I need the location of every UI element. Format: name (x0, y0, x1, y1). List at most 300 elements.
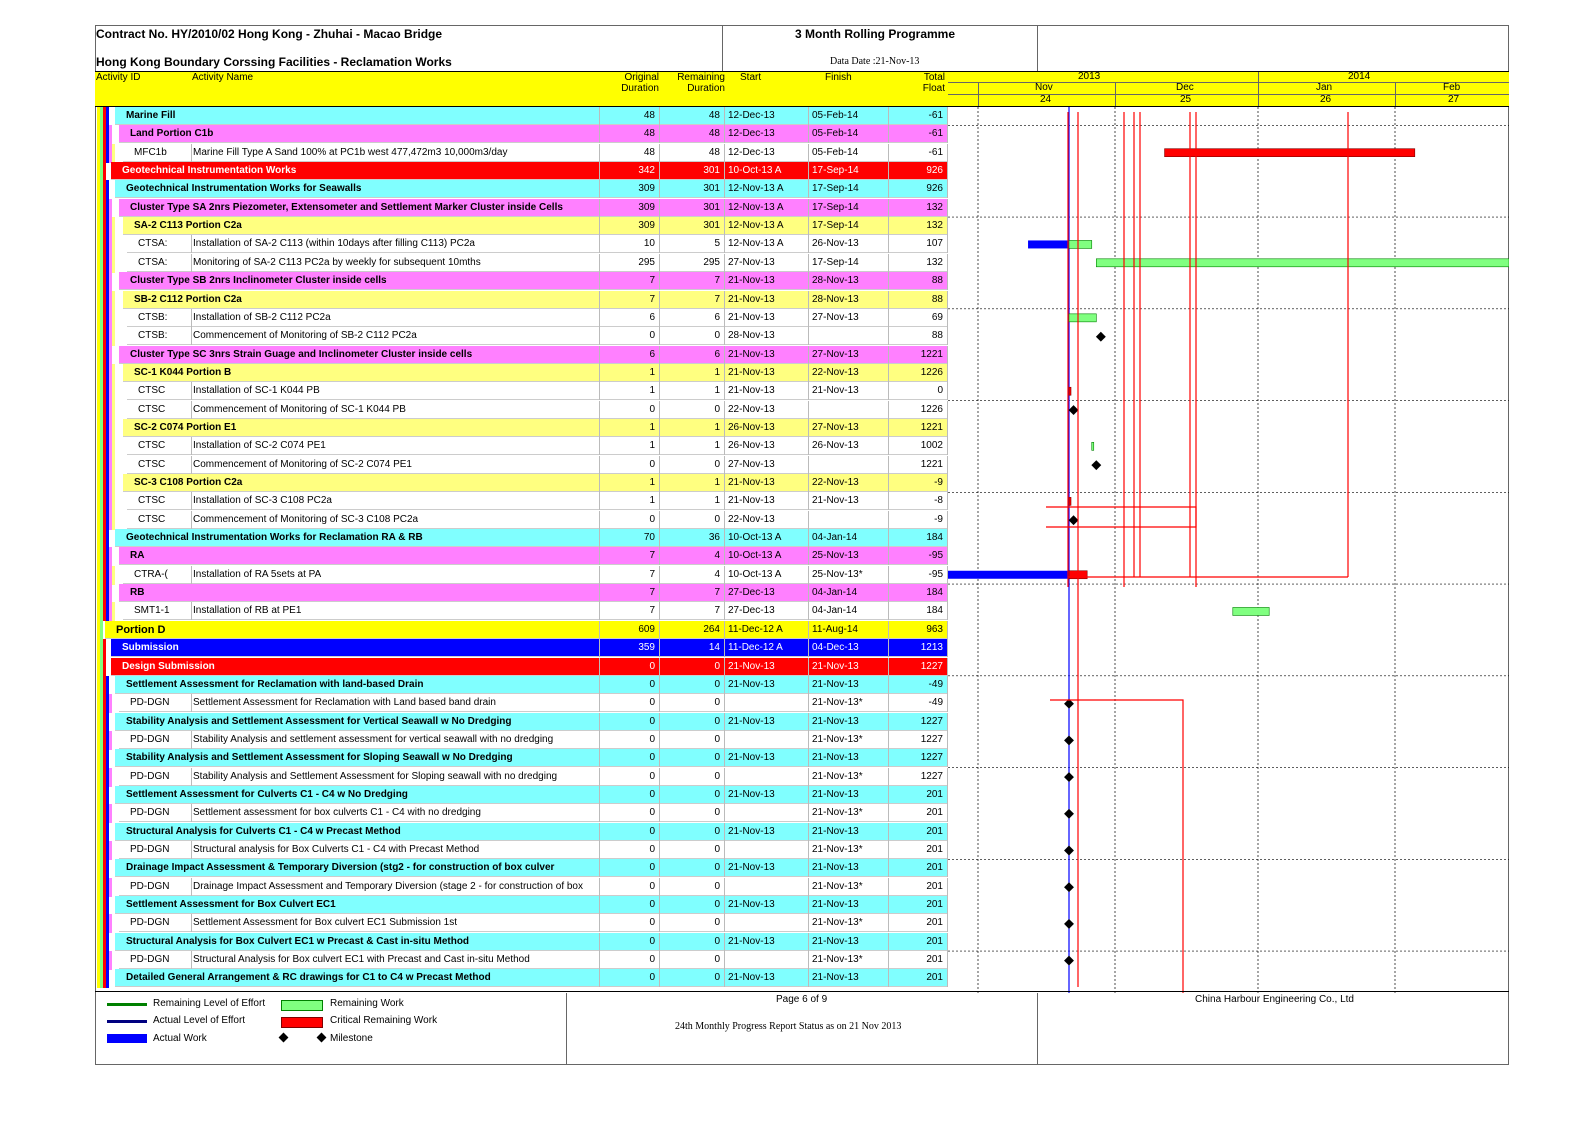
legend-critical-remaining: Critical Remaining Work (330, 1015, 438, 1026)
table-row[interactable] (95, 731, 948, 749)
table-row[interactable] (95, 547, 948, 565)
footer-divider (566, 993, 567, 1065)
total-float: 184 (889, 602, 948, 620)
start-date (725, 878, 809, 896)
finish-date: 21-Nov-13 (809, 823, 889, 841)
activity-name: SB-2 C112 Portion C2a (131, 291, 600, 309)
table-row[interactable] (95, 694, 948, 712)
total-float: 201 (889, 933, 948, 951)
hierarchy-bars (95, 327, 127, 345)
start-date: 21-Nov-13 (725, 859, 809, 877)
critical-bar (1069, 387, 1071, 395)
activity-name: Marine Fill Type A Sand 100% at PC1b west 477,472m3 10,000m3/day (190, 144, 600, 162)
remaining-duration: 264 (660, 621, 725, 639)
milestone-mark (1096, 332, 1106, 342)
finish-date (809, 456, 889, 474)
activity-name: Land Portion C1b (127, 125, 600, 143)
original-duration: 1 (600, 419, 660, 437)
start-date (725, 951, 809, 969)
milestone-mark (1064, 956, 1074, 966)
month-jan: Jan (1316, 82, 1333, 93)
month-divider (978, 82, 979, 106)
total-float: 963 (889, 621, 948, 639)
total-float: 201 (889, 823, 948, 841)
activity-name: Drainage Impact Assessment and Temporary Diversion (stage 2 - for construction of box (190, 878, 600, 896)
total-float: 201 (889, 804, 948, 822)
legend-actual-loe: Actual Level of Effort (153, 1015, 246, 1026)
original-duration: 7 (600, 547, 660, 565)
legend-swatch-actual-loe (107, 1020, 147, 1023)
remaining-duration: 0 (660, 731, 725, 749)
table-row[interactable] (95, 621, 948, 639)
hierarchy-bars (95, 419, 123, 437)
remaining-duration: 301 (660, 162, 725, 180)
total-float: -9 (889, 511, 948, 529)
month-feb: Feb (1443, 82, 1461, 93)
start-date: 21-Nov-13 (725, 474, 809, 492)
hierarchy-bars (95, 511, 127, 529)
start-date: 21-Nov-13 (725, 272, 809, 290)
start-date: 21-Nov-13 (725, 346, 809, 364)
finish-date: 21-Nov-13 (809, 786, 889, 804)
finish-date: 17-Sep-14 (809, 254, 889, 272)
hierarchy-bars (95, 878, 119, 896)
original-duration: 0 (600, 804, 660, 822)
activity-name: Commencement of Monitoring of SC-2 C074 PE1 (190, 456, 600, 474)
remaining-duration: 0 (660, 694, 725, 712)
start-date (725, 804, 809, 822)
start-date (725, 694, 809, 712)
milestone-mark (1064, 882, 1074, 892)
start-date: 22-Nov-13 (725, 401, 809, 419)
table-row[interactable] (95, 713, 948, 731)
total-float: 201 (889, 841, 948, 859)
finish-date: 21-Nov-13* (809, 731, 889, 749)
remaining-duration: 301 (660, 180, 725, 198)
activity-id: CTSA: (135, 235, 192, 253)
remaining-duration: 14 (660, 639, 725, 657)
original-duration: 0 (600, 731, 660, 749)
activity-id: PD-DGN (127, 841, 192, 859)
hierarchy-bars (95, 162, 111, 180)
table-row[interactable] (95, 346, 948, 364)
total-float: -95 (889, 566, 948, 584)
activity-id: CTSC (135, 456, 192, 474)
hierarchy-bars (95, 437, 127, 455)
finish-date: 21-Nov-13 (809, 969, 889, 987)
total-float: 201 (889, 914, 948, 932)
start-date: 26-Nov-13 (725, 437, 809, 455)
month-nov: Nov (1035, 82, 1053, 93)
table-row[interactable] (95, 768, 948, 786)
remaining-duration: 0 (660, 768, 725, 786)
finish-date (809, 511, 889, 529)
remaining-duration: 0 (660, 658, 725, 676)
hierarchy-bars (95, 291, 123, 309)
original-duration: 10 (600, 235, 660, 253)
original-duration: 7 (600, 566, 660, 584)
remaining-duration: 0 (660, 896, 725, 914)
hierarchy-bars (95, 713, 115, 731)
activity-id: PD-DGN (127, 694, 192, 712)
table-row[interactable] (95, 401, 948, 419)
table-row[interactable] (95, 180, 948, 198)
table-row[interactable] (95, 786, 948, 804)
finish-date: 27-Nov-13 (809, 309, 889, 327)
activity-name: Geotechnical Instrumentation Works for Seawalls (123, 180, 600, 198)
total-float: -95 (889, 547, 948, 565)
month-divider (1395, 82, 1396, 106)
remaining-bar (1069, 314, 1096, 322)
legend-remaining-loe: Remaining Level of Effort (153, 998, 266, 1009)
legend-actual-work: Actual Work (153, 1033, 207, 1044)
hierarchy-bars (95, 786, 115, 804)
table-row[interactable] (95, 492, 948, 510)
actual-bar (948, 571, 1069, 579)
contract-title: Contract No. HY/2010/02 Hong Kong - Zhuhai - Macao Bridge (96, 27, 443, 41)
original-duration: 1 (600, 474, 660, 492)
table-row[interactable] (95, 914, 948, 932)
remaining-duration: 0 (660, 511, 725, 529)
hierarchy-bars (95, 914, 119, 932)
programme-title: 3 Month Rolling Programme (795, 27, 956, 41)
original-duration: 309 (600, 180, 660, 198)
col-finish: Finish (825, 72, 852, 83)
activity-name: Cluster Type SB 2nrs Inclinometer Cluster inside cells (127, 272, 600, 290)
start-date: 21-Nov-13 (725, 896, 809, 914)
hierarchy-bars (95, 896, 115, 914)
finish-date: 04-Jan-14 (809, 529, 889, 547)
activity-name: SC-3 C108 Portion C2a (131, 474, 600, 492)
total-float: 1226 (889, 364, 948, 382)
activity-id: PD-DGN (127, 914, 192, 932)
table-row[interactable] (95, 474, 948, 492)
hierarchy-bars (95, 602, 123, 620)
remaining-duration: 1 (660, 492, 725, 510)
remaining-duration: 301 (660, 217, 725, 235)
remaining-bar (1069, 240, 1092, 248)
hierarchy-bars (95, 621, 105, 639)
header-divider (722, 25, 723, 71)
start-date: 21-Nov-13 (725, 492, 809, 510)
original-duration: 0 (600, 786, 660, 804)
original-duration: 342 (600, 162, 660, 180)
remaining-duration: 5 (660, 235, 725, 253)
col-remaining-duration: Remaining Duration (677, 72, 725, 94)
table-row[interactable] (95, 841, 948, 859)
milestone-mark (1069, 515, 1079, 525)
hierarchy-bars (95, 658, 111, 676)
milestone-mark (1064, 772, 1074, 782)
year-2013: 2013 (1078, 71, 1101, 82)
original-duration: 0 (600, 823, 660, 841)
table-row[interactable] (95, 969, 948, 987)
activity-name: Commencement of Monitoring of SB-2 C112 PC2a (190, 327, 600, 345)
start-date: 21-Nov-13 (725, 933, 809, 951)
original-duration: 70 (600, 529, 660, 547)
finish-date: 21-Nov-13 (809, 492, 889, 510)
hierarchy-bars (95, 199, 119, 217)
start-date: 21-Nov-13 (725, 364, 809, 382)
total-float: 0 (889, 382, 948, 400)
timescale-header (948, 71, 1509, 107)
table-row[interactable] (95, 584, 948, 602)
legend-swatch-actual-work (107, 1034, 147, 1043)
activity-name: RA (127, 547, 600, 565)
total-float: 926 (889, 162, 948, 180)
start-date: 26-Nov-13 (725, 419, 809, 437)
table-row[interactable] (95, 272, 948, 290)
start-date: 27-Dec-13 (725, 584, 809, 602)
remaining-duration: 6 (660, 309, 725, 327)
total-float: 184 (889, 529, 948, 547)
total-float: 1213 (889, 639, 948, 657)
start-date: 27-Nov-13 (725, 254, 809, 272)
remaining-bar (1096, 259, 1509, 267)
total-float: 88 (889, 327, 948, 345)
table-row[interactable] (95, 144, 948, 162)
start-date: 10-Oct-13 A (725, 529, 809, 547)
total-float: 1227 (889, 749, 948, 767)
finish-date: 21-Nov-13* (809, 914, 889, 932)
activity-name: Submission (119, 639, 600, 657)
activity-id: CTRA-( (131, 566, 192, 584)
hierarchy-bars (95, 144, 123, 162)
finish-date: 21-Nov-13 (809, 713, 889, 731)
activity-name: Installation of RB at PE1 (190, 602, 600, 620)
table-row[interactable] (95, 107, 948, 125)
actual-bar (1028, 240, 1069, 248)
table-row[interactable] (95, 658, 948, 676)
milestone-mark (1064, 809, 1074, 819)
finish-date: 04-Jan-14 (809, 584, 889, 602)
finish-date (809, 327, 889, 345)
start-date (725, 841, 809, 859)
remaining-duration: 295 (660, 254, 725, 272)
legend-swatch-remaining-loe (107, 1003, 147, 1006)
original-duration: 0 (600, 713, 660, 731)
activity-name: Installation of SC-1 K044 PB (190, 382, 600, 400)
table-row[interactable] (95, 566, 948, 584)
table-row[interactable] (95, 291, 948, 309)
table-row[interactable] (95, 437, 948, 455)
original-duration: 0 (600, 456, 660, 474)
table-row[interactable] (95, 676, 948, 694)
start-date: 27-Nov-13 (725, 456, 809, 474)
total-float: 1221 (889, 419, 948, 437)
table-row[interactable] (95, 419, 948, 437)
total-float: -49 (889, 694, 948, 712)
finish-date: 21-Nov-13 (809, 382, 889, 400)
total-float: -61 (889, 107, 948, 125)
activity-id: PD-DGN (127, 768, 192, 786)
total-float: 926 (889, 180, 948, 198)
activity-id: PD-DGN (127, 804, 192, 822)
table-row[interactable] (95, 382, 948, 400)
finish-date: 05-Feb-14 (809, 125, 889, 143)
total-float: 1227 (889, 768, 948, 786)
total-float: 1227 (889, 658, 948, 676)
table-row[interactable] (95, 162, 948, 180)
table-row[interactable] (95, 749, 948, 767)
activity-id: CTSA: (135, 254, 192, 272)
col-original-duration: Original Duration (621, 72, 659, 94)
activity-name: Stability Analysis and Settlement Assessment for Sloping Seawall w No Dredging (123, 749, 600, 767)
finish-date: 17-Sep-14 (809, 162, 889, 180)
hierarchy-bars (95, 584, 119, 602)
activity-name: Settlement Assessment for Box Culvert EC1 (123, 896, 600, 914)
remaining-duration: 0 (660, 676, 725, 694)
remaining-duration: 4 (660, 547, 725, 565)
total-float: 88 (889, 291, 948, 309)
legend-milestone: Milestone (330, 1033, 373, 1044)
start-date: 21-Nov-13 (725, 676, 809, 694)
start-date: 12-Dec-13 (725, 125, 809, 143)
remaining-bar (1092, 442, 1094, 450)
table-row[interactable] (95, 125, 948, 143)
table-row[interactable] (95, 823, 948, 841)
table-row[interactable] (95, 933, 948, 951)
finish-date: 05-Feb-14 (809, 107, 889, 125)
activity-name: Marine Fill (123, 107, 600, 125)
activity-name: Settlement assessment for box culverts C1 - C4 with no dredging (190, 804, 600, 822)
project-title: Hong Kong Boundary Corssing Facilities - Reclamation Works (96, 55, 452, 69)
finish-date: 21-Nov-13* (809, 804, 889, 822)
original-duration: 7 (600, 602, 660, 620)
total-float: 184 (889, 584, 948, 602)
remaining-duration: 301 (660, 199, 725, 217)
start-date (725, 731, 809, 749)
remaining-duration: 0 (660, 804, 725, 822)
activity-name: Commencement of Monitoring of SC-1 K044 PB (190, 401, 600, 419)
total-float: 201 (889, 859, 948, 877)
table-row[interactable] (95, 602, 948, 620)
col-activity-name: Activity Name (192, 72, 254, 83)
hierarchy-bars (95, 859, 115, 877)
activity-id: MFC1b (131, 144, 192, 162)
finish-date: 21-Nov-13 (809, 658, 889, 676)
hierarchy-bars (95, 382, 127, 400)
milestone-mark (1069, 405, 1079, 415)
start-date: 12-Nov-13 A (725, 180, 809, 198)
critical-bar (1069, 497, 1071, 505)
remaining-duration: 0 (660, 933, 725, 951)
total-float: 1221 (889, 346, 948, 364)
remaining-duration: 1 (660, 474, 725, 492)
activity-name: Portion D (113, 621, 600, 639)
finish-date: 17-Sep-14 (809, 199, 889, 217)
activity-name: Settlement Assessment for Reclamation with land-based Drain (123, 676, 600, 694)
start-date: 21-Nov-13 (725, 786, 809, 804)
table-row[interactable] (95, 235, 948, 253)
table-row[interactable] (95, 639, 948, 657)
legend-swatch-remaining-work (281, 1000, 323, 1011)
remaining-duration: 0 (660, 713, 725, 731)
week-27: 27 (1448, 94, 1460, 105)
col-activity-id: Activity ID (96, 72, 141, 83)
finish-date: 27-Nov-13 (809, 346, 889, 364)
table-row[interactable] (95, 878, 948, 896)
finish-date: 11-Aug-14 (809, 621, 889, 639)
total-float: 1227 (889, 731, 948, 749)
table-row[interactable] (95, 529, 948, 547)
remaining-duration: 48 (660, 107, 725, 125)
legend-swatch-critical (281, 1017, 323, 1028)
activity-name: Cluster Type SC 3nrs Strain Guage and Inclinometer Cluster inside cells (127, 346, 600, 364)
hierarchy-bars (95, 309, 127, 327)
hierarchy-bars (95, 823, 115, 841)
original-duration: 0 (600, 768, 660, 786)
total-float: -8 (889, 492, 948, 510)
start-date: 27-Dec-13 (725, 602, 809, 620)
table-row[interactable] (95, 217, 948, 235)
timescale-divider (948, 94, 1509, 95)
table-row[interactable] (95, 896, 948, 914)
year-2014: 2014 (1348, 71, 1371, 82)
activity-name: Stability Analysis and Settlement Assessment for Vertical Seawall w No Dredging (123, 713, 600, 731)
activity-name: Stability Analysis and Settlement Assessment for Sloping seawall with no dredging (190, 768, 600, 786)
table-row[interactable] (95, 859, 948, 877)
hierarchy-bars (95, 235, 127, 253)
original-duration: 6 (600, 309, 660, 327)
table-row[interactable] (95, 199, 948, 217)
total-float: 1002 (889, 437, 948, 455)
original-duration: 7 (600, 291, 660, 309)
activity-id: PD-DGN (127, 731, 192, 749)
original-duration: 48 (600, 144, 660, 162)
activity-name: SC-1 K044 Portion B (131, 364, 600, 382)
table-row[interactable] (95, 254, 948, 272)
hierarchy-bars (95, 547, 119, 565)
table-row[interactable] (95, 951, 948, 969)
hierarchy-bars (95, 749, 115, 767)
activity-name: SC-2 C074 Portion E1 (131, 419, 600, 437)
total-float: -9 (889, 474, 948, 492)
remaining-duration: 0 (660, 969, 725, 987)
activity-name: Design Submission (119, 658, 600, 676)
activity-id: CTSC (135, 492, 192, 510)
table-row[interactable] (95, 456, 948, 474)
activity-id: CTSC (135, 401, 192, 419)
hierarchy-bars (95, 804, 119, 822)
total-float: 1226 (889, 401, 948, 419)
table-row[interactable] (95, 327, 948, 345)
start-date: 21-Nov-13 (725, 749, 809, 767)
table-row[interactable] (95, 364, 948, 382)
table-row[interactable] (95, 511, 948, 529)
finish-date: 21-Nov-13 (809, 896, 889, 914)
start-date: 11-Dec-12 A (725, 621, 809, 639)
activity-name: Installation of SC-3 C108 PC2a (190, 492, 600, 510)
total-float: 132 (889, 217, 948, 235)
original-duration: 0 (600, 658, 660, 676)
start-date: 21-Nov-13 (725, 969, 809, 987)
year-divider (1258, 72, 1259, 106)
original-duration: 1 (600, 492, 660, 510)
original-duration: 359 (600, 639, 660, 657)
activity-name: Stability Analysis and settlement assessment for vertical seawall with no dredging (190, 731, 600, 749)
finish-date: 21-Nov-13 (809, 676, 889, 694)
total-float: 132 (889, 254, 948, 272)
finish-date: 17-Sep-14 (809, 217, 889, 235)
activity-name: Detailed General Arrangement & RC drawings for C1 to C4 w Precast Method (123, 969, 600, 987)
table-row[interactable] (95, 804, 948, 822)
original-duration: 48 (600, 107, 660, 125)
table-row[interactable] (95, 309, 948, 327)
original-duration: 48 (600, 125, 660, 143)
original-duration: 0 (600, 878, 660, 896)
week-25: 25 (1180, 94, 1192, 105)
